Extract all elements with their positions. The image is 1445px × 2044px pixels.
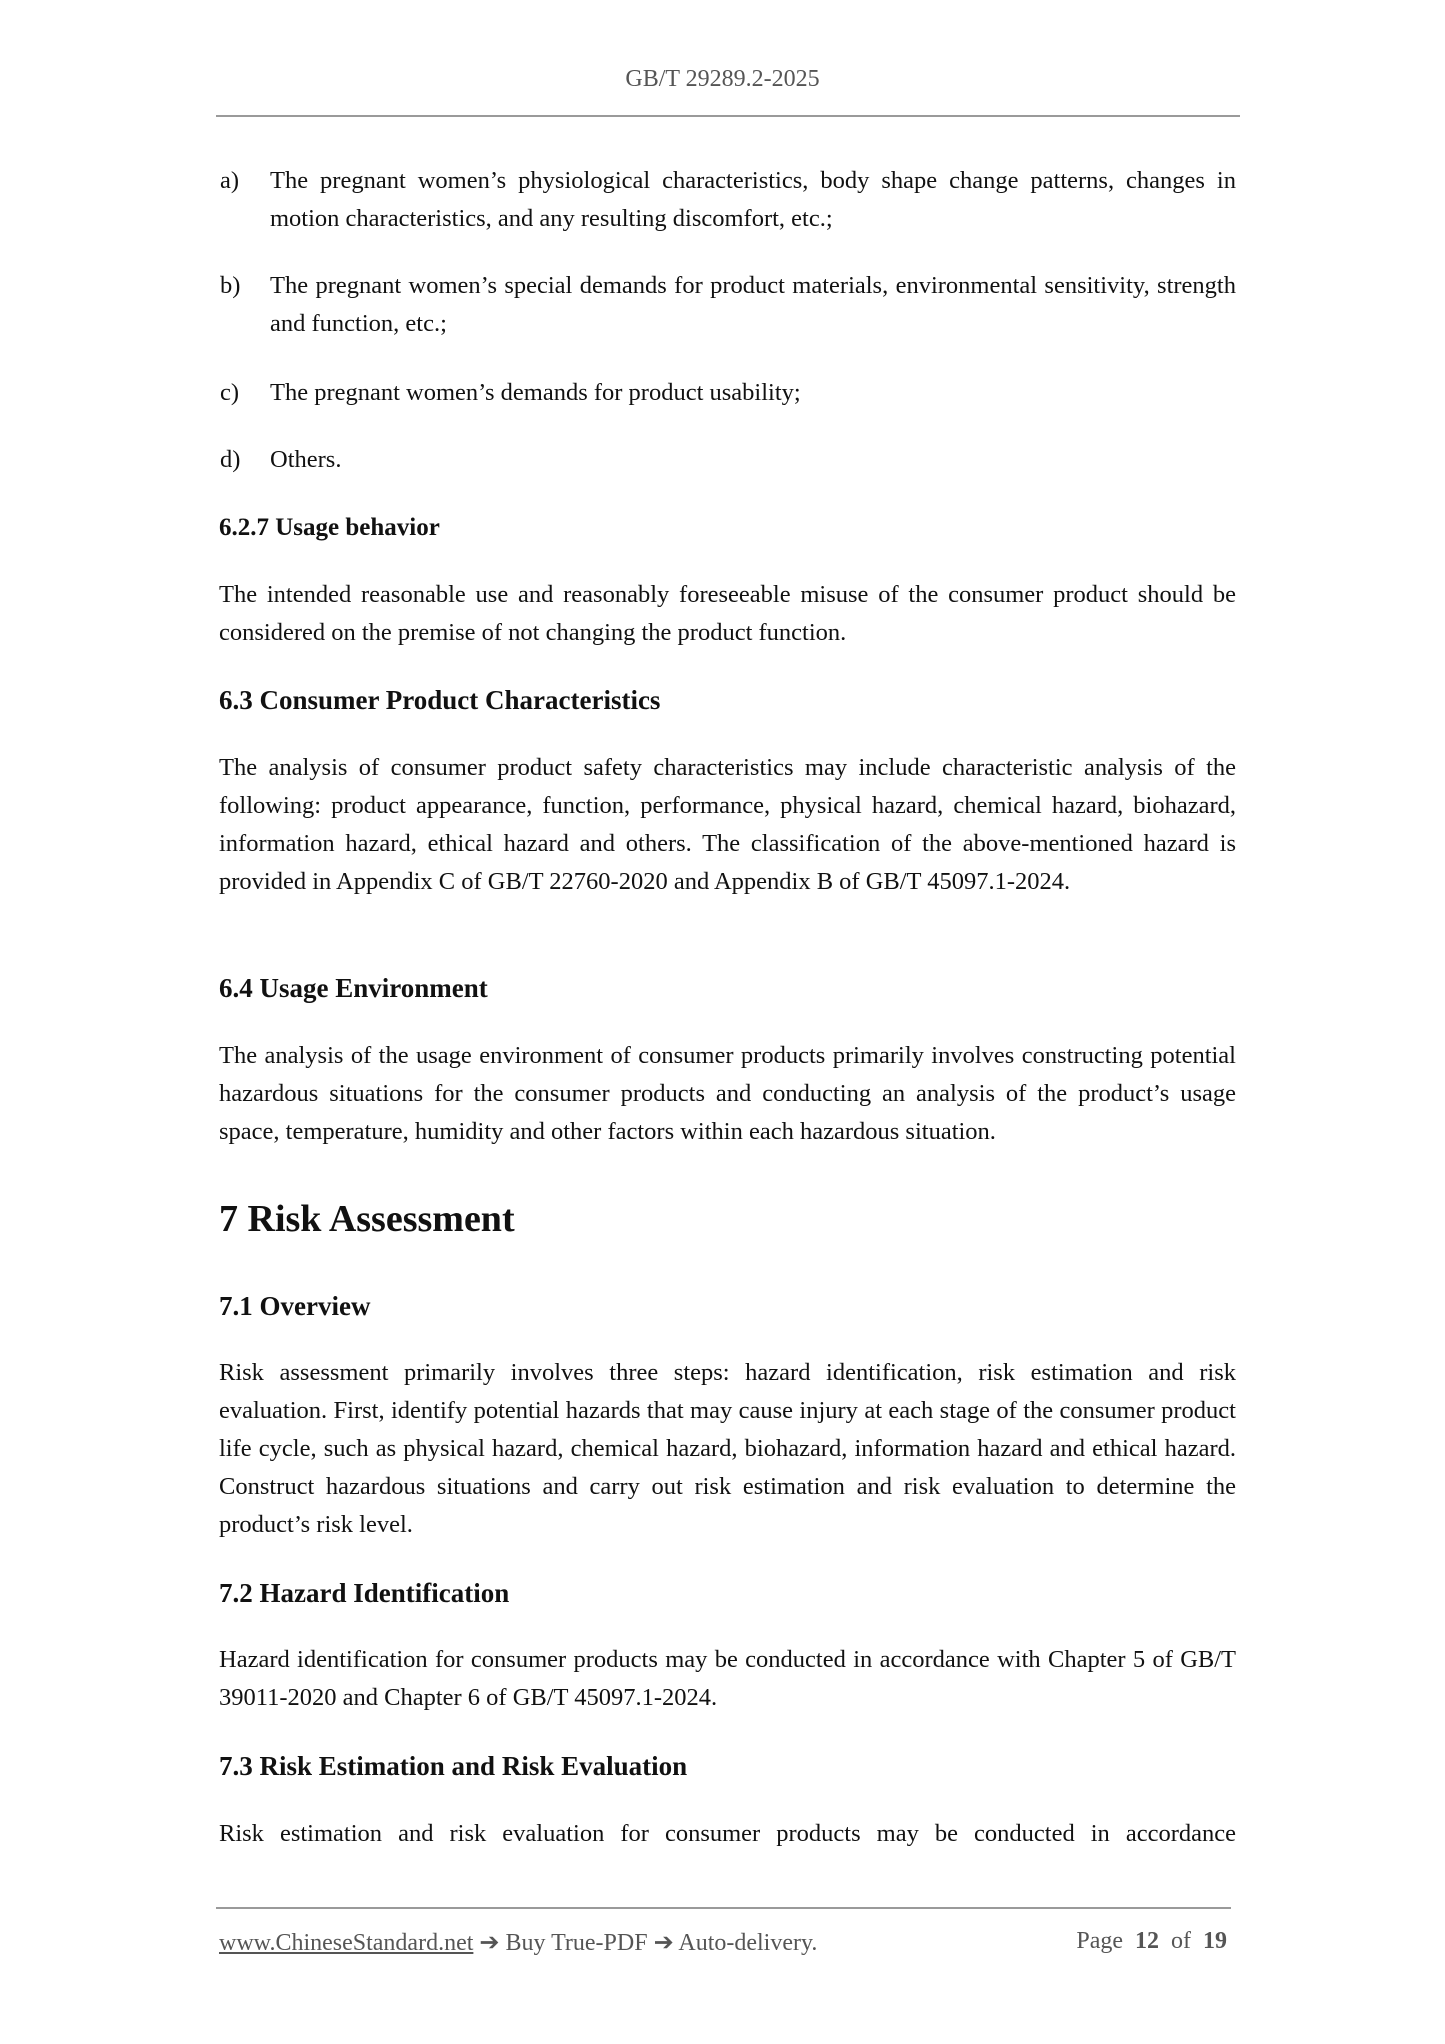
page-number xyxy=(1076,1928,1227,1955)
paragraph: The analysis of the usage environment of consumer products primarily involves constructing potential hazardous situations for the consumer products and conducting an analysis of the product’s usage space, temperature, humidity and other factors within each hazardous situation. xyxy=(219,1042,1236,1145)
section-heading: 7.1 Overview xyxy=(219,1291,371,1321)
current-page: 12 xyxy=(1135,1928,1159,1954)
total-pages: 19 xyxy=(1203,1928,1227,1954)
website-link[interactable]: www.ChineseStandard.net xyxy=(219,1930,474,1956)
header-divider xyxy=(216,115,1240,117)
paragraph: Risk assessment primarily involves three steps: hazard identification, risk estimation and risk evaluation. First, identify potential hazards that may cause injury at each stage of the consumer product life cycle, such as physical hazard, chemical hazard, biohazard, information hazard and ethical hazard. Construct hazardous situations and carry out risk estimation and risk evaluation to determine the product’s risk level. xyxy=(219,1359,1236,1538)
list-marker: c) xyxy=(220,379,240,406)
of-label: of xyxy=(1171,1928,1191,1954)
page-label: Page xyxy=(1076,1928,1123,1954)
document-id-header: GB/T 29289.2-2025 xyxy=(625,66,820,92)
section-heading: 7.3 Risk Estimation and Risk Evaluation xyxy=(219,1751,688,1781)
list-marker: b) xyxy=(220,272,241,299)
footer-divider xyxy=(216,1907,1231,1909)
footer-left xyxy=(219,1928,817,1957)
list-text: Others. xyxy=(270,446,342,473)
list-text: The pregnant women’s demands for product usability; xyxy=(270,379,801,406)
paragraph: The intended reasonable use and reasonably foreseeable misuse of the consumer product should be considered on the premise of not changing the product function. xyxy=(219,581,1236,646)
list-item xyxy=(220,374,1236,412)
list-item xyxy=(220,162,1236,238)
list-text: The pregnant women’s physiological characteristics, body shape change patterns, changes in motion characteristics, and any resulting discomfort, etc.; xyxy=(270,167,1236,232)
list-marker: a) xyxy=(220,167,240,194)
section-heading: 6.3 Consumer Product Characteristics xyxy=(219,685,661,715)
list-text: The pregnant women’s special demands for product materials, environmental sensitivity, strength and function, etc.; xyxy=(270,272,1236,337)
arrow-right-icon: ➔ xyxy=(653,1930,674,1956)
paragraph: The analysis of consumer product safety characteristics may include characteristic analysis of the following: product appearance, function, performance, physical hazard, chemical hazard, biohazard, information hazard, ethical hazard and others. The classification of the above-mentioned hazard is provided in Appendix C of GB/T 22760-2020 and Appendix B of GB/T 45097.1-2024. xyxy=(219,754,1236,895)
list-item xyxy=(220,267,1236,343)
section-heading: 6.4 Usage Environment xyxy=(219,973,488,1003)
arrow-right-icon: ➔ xyxy=(479,1930,500,1956)
paragraph: Risk estimation and risk evaluation for consumer products may be conducted in accordance xyxy=(219,1820,1236,1847)
section-heading: 6.2.7 Usage behavior xyxy=(219,514,440,541)
chapter-heading: 7 Risk Assessment xyxy=(219,1198,515,1240)
paragraph: Hazard identification for consumer products may be conducted in accordance with Chapter 5 of GB/T 39011-2020 and Chapter 6 of GB/T 45097.1-2024. xyxy=(219,1646,1236,1711)
delivery-text: Auto-delivery. xyxy=(678,1930,818,1956)
list-item xyxy=(220,441,1236,479)
buy-text: Buy True-PDF xyxy=(505,1930,648,1956)
list-marker: d) xyxy=(220,446,241,473)
section-heading: 7.2 Hazard Identification xyxy=(219,1578,510,1608)
